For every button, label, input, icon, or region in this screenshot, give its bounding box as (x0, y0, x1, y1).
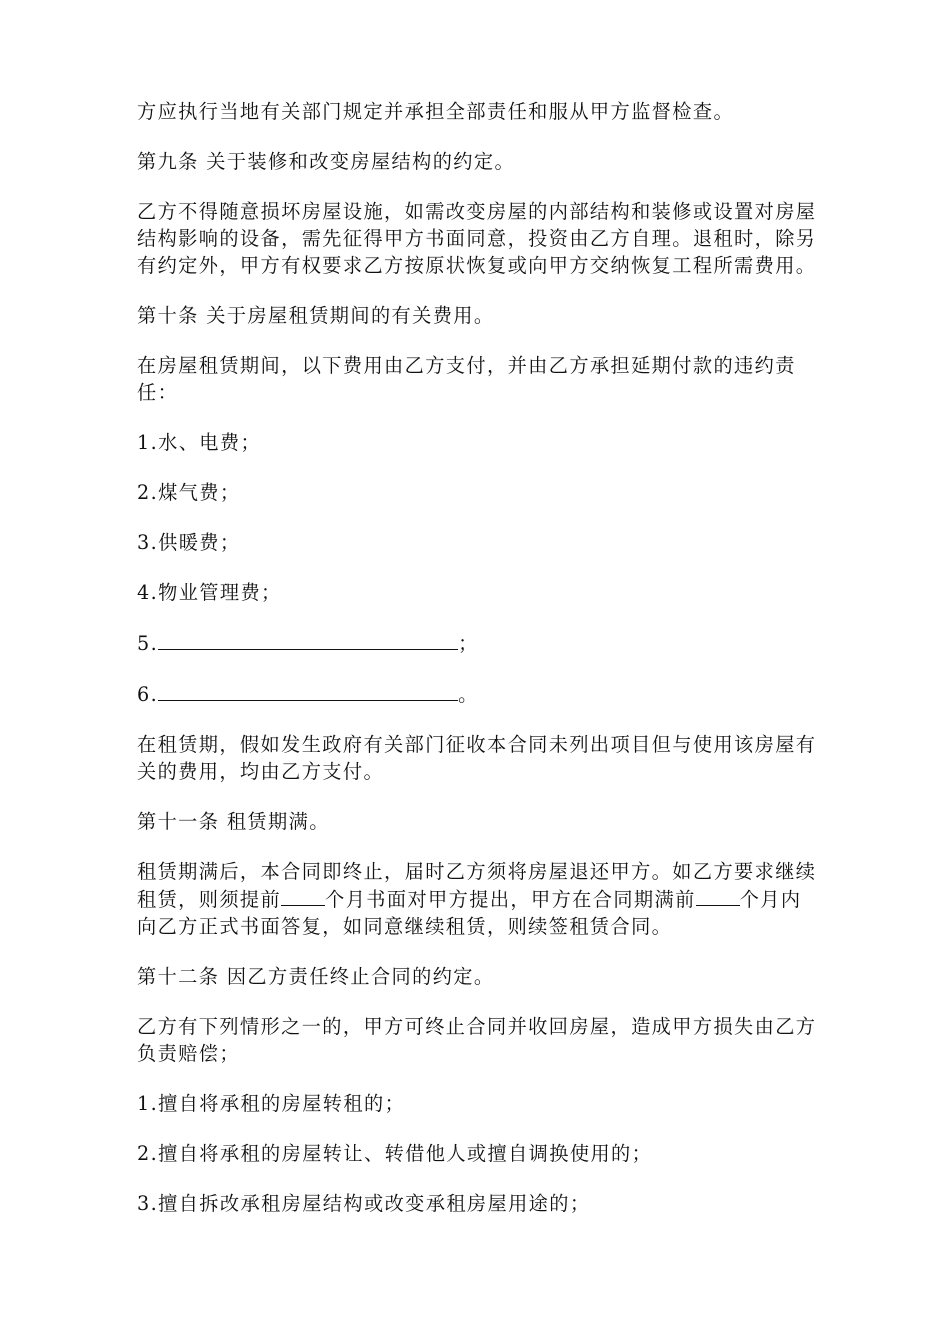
list-item: 1.擅自将承租的房屋转租的； (137, 1092, 406, 1115)
paragraph-text: 个月书面对甲方提出，甲方在合同期满前 (325, 888, 696, 911)
section-heading: 第十一条 租赁期满。 (137, 810, 330, 833)
document-body (137, 98, 817, 1240)
paragraph: 在房屋租赁期间，以下费用由乙方支付，并由乙方承担延期付款的违约责任： (137, 354, 796, 404)
list-punctuation: ； (458, 632, 479, 655)
paragraph-text: 租赁期满后，本合同即终止，届时乙方须将房屋退还甲方。如乙方要求继续租赁，则须提前 (137, 860, 817, 911)
paragraph: 在租赁期，假如发生政府有关部门征收本合同未列出项目但与使用该房屋有关的费用，均由乙方支付。 (137, 733, 817, 783)
list-number: 5. (137, 632, 159, 655)
list-item-blank (137, 680, 817, 708)
list-item: 3.擅自拆改承租房屋结构或改变承租房屋用途的； (137, 1192, 591, 1215)
list-punctuation: 。 (458, 683, 479, 706)
list-item: 2.煤气费； (137, 481, 241, 504)
section-heading: 第十条 关于房屋租赁期间的有关费用。 (137, 304, 495, 327)
fill-in-blank (158, 680, 458, 701)
paragraph-with-blanks (137, 858, 817, 940)
paragraph: 方应执行当地有关部门规定并承担全部责任和服从甲方监督检查。 (137, 100, 735, 123)
paragraph-text: 个月内向乙方正式书面答复，如同意继续租赁，则续签租赁合同。 (137, 888, 802, 938)
list-item: 1.水、电费； (137, 431, 262, 454)
list-item-blank (137, 629, 817, 657)
fill-in-blank (696, 885, 740, 906)
list-item: 2.擅自将承租的房屋转让、转借他人或擅自调换使用的； (137, 1142, 653, 1165)
paragraph: 乙方不得随意损坏房屋设施，如需改变房屋的内部结构和装修或设置对房屋结构影响的设备，需先征得甲方书面同意，投资由乙方自理。退租时，除另有约定外，甲方有权要求乙方按原状恢复或向甲方交纳恢复工程所需费用。 (137, 200, 817, 277)
fill-in-blank (158, 629, 458, 650)
fill-in-blank (281, 885, 325, 906)
list-number: 6. (137, 683, 159, 706)
list-item: 3.供暖费； (137, 531, 241, 554)
paragraph: 乙方有下列情形之一的，甲方可终止合同并收回房屋，造成甲方损失由乙方负责赔偿； (137, 1015, 817, 1065)
section-heading: 第九条 关于装修和改变房屋结构的约定。 (137, 150, 516, 173)
list-item: 4.物业管理费； (137, 581, 282, 604)
section-heading: 第十二条 因乙方责任终止合同的约定。 (137, 965, 495, 988)
